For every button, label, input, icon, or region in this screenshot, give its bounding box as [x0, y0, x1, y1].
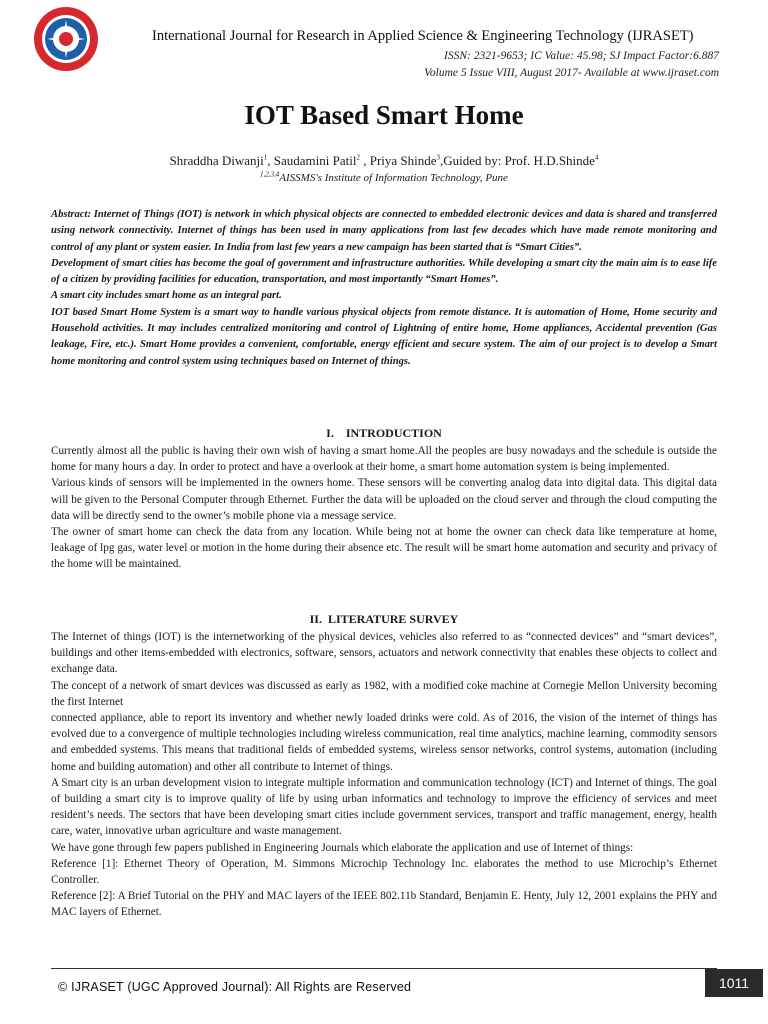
guide-sup: 4: [594, 153, 599, 162]
section-number: II.: [309, 612, 322, 626]
footer-divider: [51, 968, 717, 969]
abstract: [51, 207, 717, 370]
author-sup: 2: [356, 153, 360, 162]
section-number: I.: [326, 426, 334, 440]
body-paragraph: Various kinds of sensors will be implemented in the owners home. These sensors will be converting analog data into digital data. This digital data will be given to the Personal Computer through Ethernet. Further the data will be uploaded on the cloud server and through the cloud computing the data will be directly send to the owner’s mobile phone via a message service.: [51, 477, 717, 522]
body-paragraph: The concept of a network of smart devices was discussed as early as 1982, with a modified coke machine at Cornegie Mellon University becoming the first Internet: [51, 679, 717, 708]
affiliation: [0, 172, 768, 184]
ijraset-seal-logo-icon: [33, 6, 99, 72]
issn-line: ISSN: 2321-9653; IC Value: 45.98; SJ Impact Factor:6.887: [444, 50, 719, 62]
author-name: Shraddha Diwanji: [169, 153, 264, 168]
author-sup: 1: [263, 153, 268, 162]
section-heading-introduction: [0, 426, 768, 441]
guide-name: Guided by: Prof. H.D.Shinde: [443, 153, 595, 168]
affiliation-sup: 1,2,3,4: [260, 170, 280, 179]
author-name: Saudamini Patil: [273, 153, 357, 168]
body-paragraph: The Internet of things (IOT) is the internetworking of the physical devices, vehicles also referred to as “connected devices” and “smart devices”, buildings and other items-embedded with electronics, software, sensors, actuators and network connectivity that enables these objects to collect and exchange data.: [51, 631, 717, 676]
body-paragraph: connected appliance, able to report its inventory and whether newly loaded drinks were cold. As of 2016, the vision of the internet of things has evolved due to a convergence of multiple technologies including wireless communication, real time analytics, machine learning, commodity sensors and embedded systems. This means that traditional fields of embedded systems, wireless sensor networks, control systems, automation (including home and building automation) and other all contribute to Internet of things.: [51, 712, 717, 773]
body-paragraph: A Smart city is an urban development vision to integrate multiple information and communication technology (ICT) and Internet of things. The goal of building a smart city is to improve quality of life by using urban informatics and technology to improve the efficiency of services and meet resident’s needs. The sectors that have been developing smart cities include government services, transport and traffic management, energy, health care, water, innovative urban agriculture and waste management.: [51, 776, 717, 838]
paper-title: IOT Based Smart Home: [244, 100, 524, 130]
volume-line: Volume 5 Issue VIII, August 2017- Available at www.ijraset.com: [424, 67, 719, 79]
body-paragraph: The owner of smart home can check the data from any location. While being not at home the owner can check data like temperature at home, leakage of lpg gas, water level or motion in the home during their absence etc. The result will be smart home automation and security and privacy of the home will be maintained.: [51, 526, 717, 571]
introduction-body: [51, 443, 717, 573]
author-line: Shraddha Diwanji$^1$, Saudamini Patil$^2$ , Priya Shinde$^3$,Guided by: Prof. H.D.Shinde$^4$: [169, 153, 599, 168]
section-heading-literature-survey: [0, 612, 768, 627]
section-title: INTRODUCTION: [345, 426, 442, 440]
literature-survey-body: [51, 629, 717, 921]
body-paragraph: Currently almost all the public is having their own wish of having a smart home.All the peoples are busy nowadays and the schedule is outside the home for many hours a day. In order to protect and have a overlook at their home, a smart home automation system is being implemented.: [51, 445, 717, 474]
page-number: 1011: [705, 969, 763, 997]
abstract-paragraph: Development of smart cities has become the goal of government and infrastructure authorities. While developing a smart city the main aim is to ease life of a citizen by providing facilities for education, transportation, and most importantly “Smart Homes”.: [51, 257, 717, 286]
author-sup: 3: [436, 153, 441, 162]
abstract-paragraph: Abstract: Internet of Things (IOT) is network in which physical objects are connected to embedded electronic devices and data is shared and transferred using network connectivity. Internet of things has been used in many applications from last few decades which have made remote monitoring and control of any plant or system easier. In India from last few years a new campaign has been started that is “Smart Cities”.: [51, 209, 717, 253]
abstract-paragraph: IOT based Smart Home System is a smart way to handle various physical objects from remote distance. It is automation of Home, Home security and Household activities. It may includes centralized monitoring and control of Lightning of entire home, Home appliances, Accidental prevention (Gas leakage, Fire, etc.). Smart Home provides a convenient, comfortable, energy efficient and secure system. The aim of our project is to develop a Smart home monitoring and control system using techniques based on Internet of things.: [51, 306, 717, 367]
affiliation-text: AISSMS's Institute of Information Technology, Pune: [279, 172, 508, 184]
journal-name: International Journal for Research in Applied Science & Engineering Technology (IJRASET): [152, 28, 694, 44]
body-paragraph: Reference [1]: Ethernet Theory of Operation, M. Simmons Microchip Technology Inc. elaborates the method to use Microchip’s Ethernet Controller.: [51, 857, 717, 887]
abstract-paragraph: A smart city includes smart home as an integral part.: [51, 290, 282, 302]
body-paragraph: We have gone through few papers published in Engineering Journals which elaborate the application and use of Internet of things:: [51, 841, 634, 854]
body-paragraph: Reference [2]: A Brief Tutorial on the PHY and MAC layers of the IEEE 802.11b Standard, Benjamin E. Henty, July 12, 2001 explains the PHY and MAC layers of Ethernet.: [51, 890, 717, 919]
footer-copyright: © IJRASET (UGC Approved Journal): All Rights are Reserved: [58, 980, 412, 994]
section-title: LITERATURE SURVEY: [327, 612, 459, 626]
author-name: Priya Shinde: [369, 153, 437, 168]
